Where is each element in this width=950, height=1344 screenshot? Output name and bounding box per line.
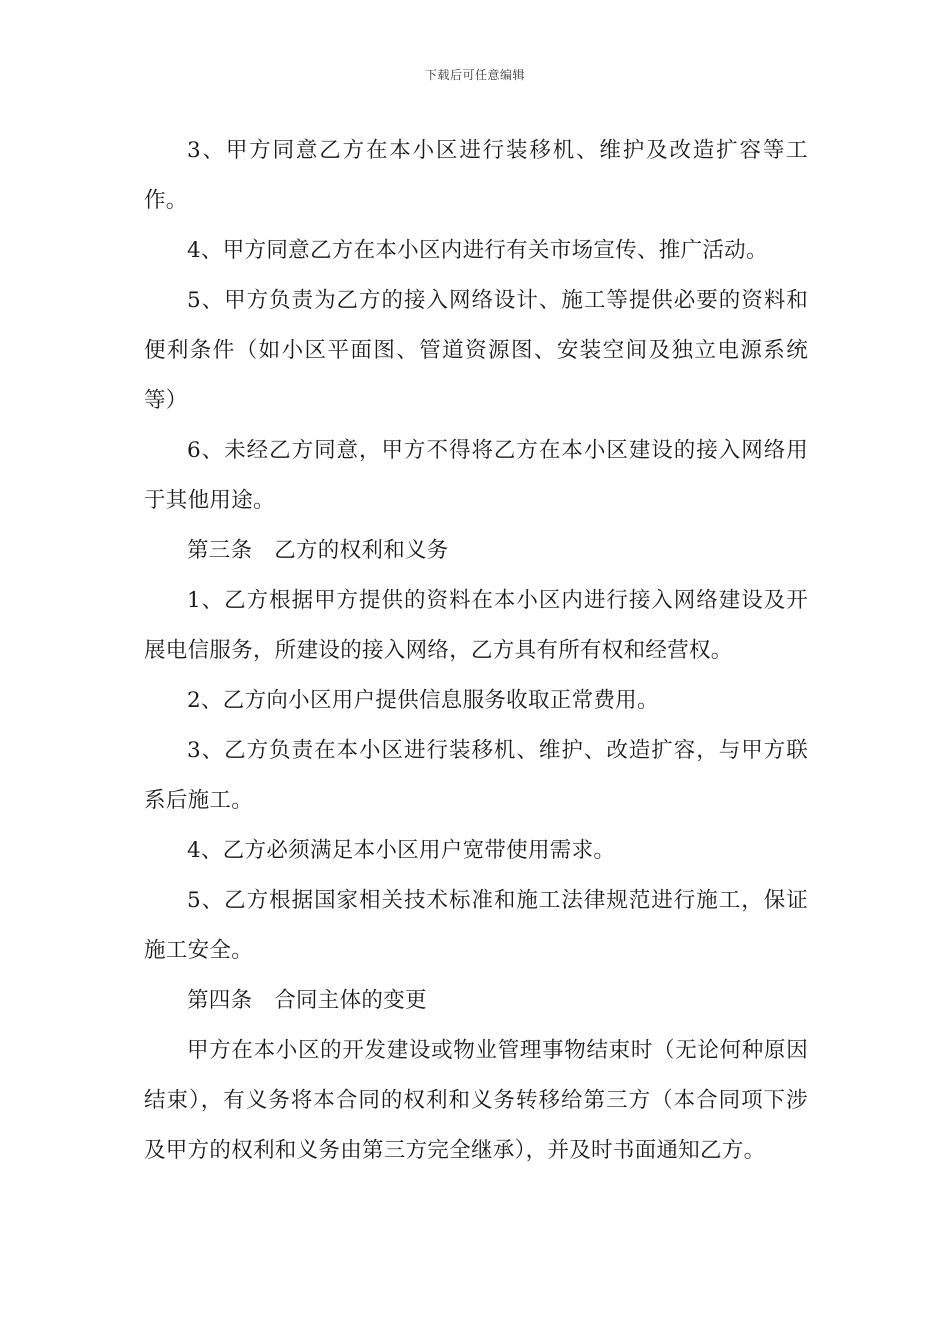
section-heading: 第四条 合同主体的变更 [187, 988, 427, 1013]
download-edit-note: 下载后可任意编辑 [424, 68, 525, 82]
clause-paragraph: 5、甲方负责为乙方的接入网络设计、施工等提供必要的资料和便利条件（如小区平面图、管道资源图、安装空间及独立电源系统等） [144, 288, 808, 413]
clause-paragraph: 2、乙方向小区用户提供信息服务收取正常费用。 [187, 688, 659, 713]
clause-paragraph: 4、乙方必须满足本小区用户宽带使用需求。 [187, 838, 616, 863]
clause-paragraph: 3、乙方负责在本小区进行装移机、维护、改造扩容，与甲方联系后施工。 [144, 738, 808, 813]
document-body [144, 126, 808, 1176]
clause-paragraph: 4、甲方同意乙方在本小区内进行有关市场宣传、推广活动。 [187, 238, 768, 263]
clause-paragraph: 6、未经乙方同意，甲方不得将乙方在本小区建设的接入网络用于其他用途。 [144, 438, 808, 513]
clause-paragraph: 3、甲方同意乙方在本小区进行装移机、维护及改造扩容等工作。 [144, 138, 808, 213]
clause-paragraph: 1、乙方根据甲方提供的资料在本小区内进行接入网络建设及开展电信服务，所建设的接入网络，乙方具有所有权和经营权。 [144, 588, 808, 663]
clause-paragraph: 甲方在本小区的开发建设或物业管理事物结束时（无论何种原因结束），有义务将本合同的权利和义务转移给第三方（本合同项下涉及甲方的权利和义务由第三方完全继承），并及时书面通知乙方。 [144, 1038, 808, 1163]
section-heading: 第三条 乙方的权利和义务 [187, 538, 449, 563]
clause-paragraph: 5、乙方根据国家相关技术标准和施工法律规范进行施工，保证施工安全。 [144, 888, 808, 963]
